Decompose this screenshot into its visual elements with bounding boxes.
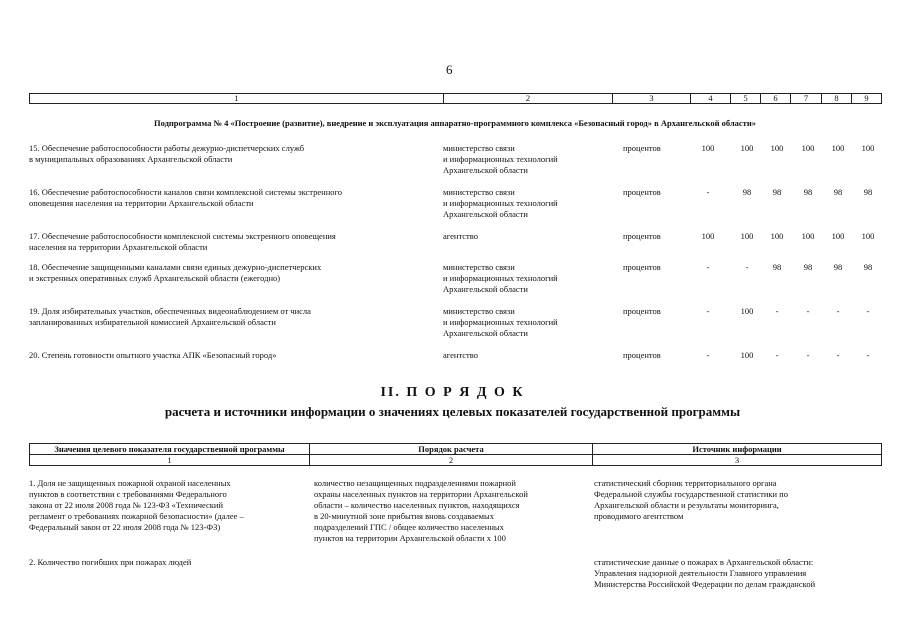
col-num: 6 <box>761 94 791 104</box>
column-number-header <box>29 93 882 104</box>
cell-line: области – количество населенных пунктов, находящихся <box>314 500 520 510</box>
cell-line: статистический сборник территориального органа <box>594 478 777 488</box>
header-info-source: Источник информации <box>593 444 882 455</box>
cell-line: 2. Количество погибших при пожарах людей <box>29 557 192 567</box>
info-source-cell <box>594 557 884 590</box>
responsible-line: министерство связи <box>443 262 515 272</box>
header-num: 1 <box>30 455 310 466</box>
indicator-name-line: 18. Обеспечение защищенными каналами связи единых дежурно-диспетчерских <box>29 262 322 272</box>
indicator-cell <box>29 478 304 533</box>
header-calc-order: Порядок расчета <box>310 444 593 455</box>
indicator-name-line: населения на территории Архангельской области <box>29 242 208 252</box>
indicator-value: 100 <box>861 231 875 241</box>
responsible-line: агентство <box>443 350 478 360</box>
indicator-value: 100 <box>740 306 754 316</box>
indicator-value: 100 <box>770 143 784 153</box>
col-num: 9 <box>852 94 882 104</box>
cell-line: Архангельской области и результаты мониторинга, <box>594 500 779 510</box>
responsible-line: и информационных технологий <box>443 273 558 283</box>
indicator-value: 98 <box>772 262 782 272</box>
calc-order-cell <box>314 478 586 544</box>
page-number: 6 <box>446 62 453 77</box>
section-subtitle: расчета и источники информации о значениях целевых показателей государственной программы <box>164 404 741 419</box>
header-num: 3 <box>593 455 882 466</box>
indicator-value: 100 <box>740 143 754 153</box>
indicator-value: 100 <box>831 143 845 153</box>
cell-line: Федеральный закон от 22 июля 2008 года № 123-ФЗ) <box>29 522 221 532</box>
col-num: 3 <box>613 94 691 104</box>
responsible-line: и информационных технологий <box>443 154 558 164</box>
indicator-value: 98 <box>833 262 843 272</box>
indicator-value: - <box>836 306 840 316</box>
header-num: 2 <box>310 455 593 466</box>
indicator-value: - <box>836 350 840 360</box>
indicator-name-line: 17. Обеспечение работоспособности комплексной системы экстренного оповещения <box>29 231 336 241</box>
responsible-line: Архангельской области <box>443 165 528 175</box>
indicator-value: 98 <box>803 187 813 197</box>
indicator-name-line: запланированных избирательной комиссией Архангельской области <box>29 317 276 327</box>
header-indicator-value: Значения целевого показателя государственной программы <box>30 444 310 455</box>
indicator-name <box>29 231 424 253</box>
responsible-line: министерство связи <box>443 187 515 197</box>
responsible-line: Архангельской области <box>443 284 528 294</box>
indicator-value: - <box>806 306 810 316</box>
indicator-value: 100 <box>740 350 754 360</box>
indicator-value: - <box>775 350 779 360</box>
indicator-name-line: и экстренных оперативных служб Архангельской области (ежегодно) <box>29 273 281 283</box>
subprogram-title: Подпрограмма № 4 «Построение (развитие), внедрение и эксплуатация аппаратно-программного комплекса «Безопасный город» в Архангельской области» <box>153 118 756 128</box>
responsible-line: министерство связи <box>443 306 515 316</box>
responsible-line: и информационных технологий <box>443 198 558 208</box>
indicator-name <box>29 350 424 361</box>
responsible-executor <box>443 306 608 339</box>
cell-line: количество незащищенных подразделениями пожарной <box>314 478 516 488</box>
indicator-name-line: 15. Обеспечение работоспособности работы дежурно-диспетчерских служб <box>29 143 305 153</box>
responsible-line: Архангельской области <box>443 328 528 338</box>
responsible-executor <box>443 262 608 295</box>
responsible-executor <box>443 187 608 220</box>
cell-line: охраны населенных пунктов на территории Архангельской <box>314 489 528 499</box>
section-title: II. П О Р Я Д О К <box>380 385 525 400</box>
cell-line: в 20-минутной зоне прибытия вновь создаваемых <box>314 511 495 521</box>
indicator-name-line: 16. Обеспечение работоспособности каналов связи комплексной системы экстренного <box>29 187 343 197</box>
cell-line: закона от 22 июля 2008 года № 123-ФЗ «Технический <box>29 500 224 510</box>
info-source-cell <box>594 478 884 522</box>
cell-line: подразделений ГПС / общее количество населенных <box>314 522 504 532</box>
indicator-value: - <box>866 306 870 316</box>
indicator-value: - <box>706 350 710 360</box>
col-num: 8 <box>822 94 852 104</box>
indicator-name <box>29 262 424 284</box>
responsible-line: и информационных технологий <box>443 317 558 327</box>
indicator-value: 100 <box>801 231 815 241</box>
indicator-name-line: оповещения населения на территории Архангельской области <box>29 198 254 208</box>
col-num: 7 <box>791 94 822 104</box>
indicator-value: - <box>706 306 710 316</box>
indicator-value: 98 <box>863 187 873 197</box>
indicator-value: - <box>866 350 870 360</box>
responsible-executor <box>443 231 608 242</box>
indicator-value: 100 <box>770 231 784 241</box>
unit-of-measure: процентов <box>623 306 661 316</box>
indicator-value: 100 <box>701 231 715 241</box>
responsible-line: Архангельской области <box>443 209 528 219</box>
indicator-value: 100 <box>801 143 815 153</box>
indicator-value: - <box>706 262 710 272</box>
cell-line: пунктов на территории Архангельской области х 100 <box>314 533 506 543</box>
indicator-name-line: 19. Доля избирательных участков, обеспеченных видеонаблюдением от числа <box>29 306 311 316</box>
col-num: 5 <box>731 94 761 104</box>
indicator-value: - <box>806 350 810 360</box>
calculation-table-header <box>29 443 882 466</box>
unit-of-measure: процентов <box>623 262 661 272</box>
indicator-value: 98 <box>742 187 752 197</box>
cell-line: пунктов в соответствии с требованиями Федерального <box>29 489 227 499</box>
responsible-line: агентство <box>443 231 478 241</box>
col-num: 4 <box>691 94 731 104</box>
responsible-line: министерство связи <box>443 143 515 153</box>
indicator-value: 100 <box>740 231 754 241</box>
indicator-value: 98 <box>803 262 813 272</box>
indicator-name-line: 20. Степень готовности опытного участка АПК «Безопасный город» <box>29 350 277 360</box>
unit-of-measure: процентов <box>623 143 661 153</box>
cell-line: Управления надзорной деятельности Главного управления <box>594 568 807 578</box>
cell-line: проводимого агентством <box>594 511 684 521</box>
indicator-value: 100 <box>861 143 875 153</box>
cell-line: статистические данные о пожарах в Архангельской области: <box>594 557 814 567</box>
col-num: 1 <box>30 94 444 104</box>
responsible-executor <box>443 350 608 361</box>
unit-of-measure: процентов <box>623 231 661 241</box>
indicator-name <box>29 187 424 209</box>
indicator-value: - <box>745 262 749 272</box>
responsible-executor <box>443 143 608 176</box>
unit-of-measure: процентов <box>623 187 661 197</box>
indicator-name <box>29 143 424 165</box>
indicator-value: 100 <box>701 143 715 153</box>
col-num: 2 <box>444 94 613 104</box>
indicator-value: 100 <box>831 231 845 241</box>
cell-line: регламент о требованиях пожарной безопасности» (далее – <box>29 511 244 521</box>
cell-line: Федеральной службы государственной статистики по <box>594 489 788 499</box>
indicator-name-line: в муниципальных образованиях Архангельской области <box>29 154 233 164</box>
cell-line: 1. Доля не защищенных пожарной охраной населенных <box>29 478 231 488</box>
indicator-value: - <box>775 306 779 316</box>
indicator-name <box>29 306 424 328</box>
indicator-value: - <box>706 187 710 197</box>
indicator-value: 98 <box>863 262 873 272</box>
indicator-value: 98 <box>833 187 843 197</box>
indicator-value: 98 <box>772 187 782 197</box>
indicator-cell <box>29 557 304 568</box>
unit-of-measure: процентов <box>623 350 661 360</box>
cell-line: Министерства Российской Федерации по делам гражданской <box>594 579 816 589</box>
